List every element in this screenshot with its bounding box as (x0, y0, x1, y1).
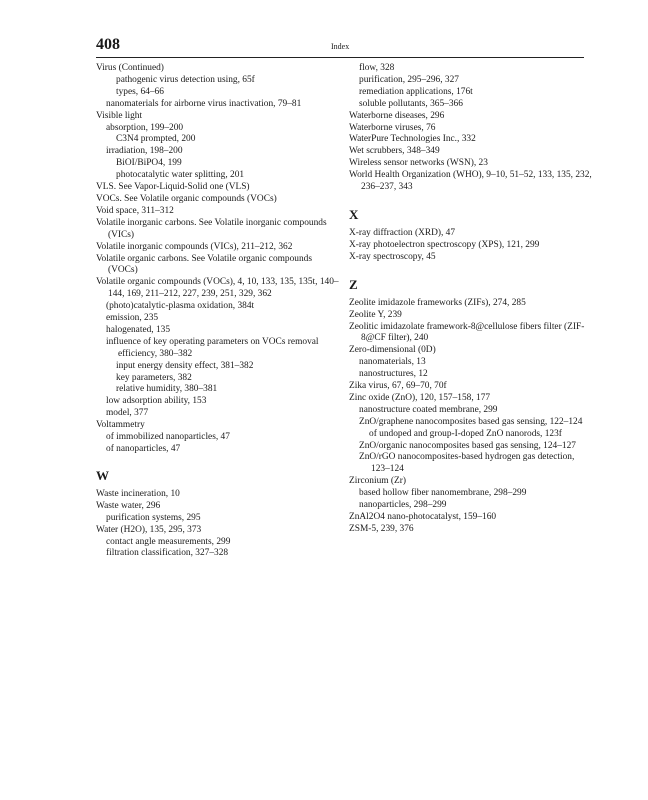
index-subentry: contact angle measurements, 299 (106, 536, 231, 547)
index-entry: World Health Organization (WHO), 9–10, 51–52, 133, 135, 232, 236–237, 343 (349, 170, 592, 193)
index-subentry: irradiation, 198–200 (106, 146, 183, 157)
index-subentry: ZnO/organic nanocomposites based gas sensing, 124–127 (359, 440, 576, 451)
index-subentry: of immobilized nanoparticles, 47 (106, 432, 230, 443)
index-subentry: ZnO/rGO nanocomposites-based hydrogen gas detection, 123–124 (359, 452, 575, 475)
index-subentry: input energy density effect, 381–382 (116, 360, 254, 371)
index-entry: WaterPure Technologies Inc., 332 (349, 134, 476, 145)
index-entry: Waterborne diseases, 296 (349, 110, 445, 121)
index-subentry: remediation applications, 176t (359, 86, 473, 97)
index-entry: X-ray diffraction (XRD), 47 (349, 227, 456, 238)
index-subentry: purification systems, 295 (106, 512, 201, 523)
index-entry: Visible light (96, 110, 143, 121)
index-entry: Volatile organic carbons. See Volatile organic compounds (VOCs) (96, 253, 313, 276)
index-subentry: nanomaterials, 13 (359, 357, 426, 368)
index-entry: Waste incineration, 10 (96, 488, 180, 499)
index-subentry: nanomaterials for airborne virus inactivation, 79–81 (106, 98, 302, 109)
index-entry: Waste water, 296 (96, 500, 161, 511)
index-subentry: absorption, 199–200 (106, 122, 184, 133)
page-number: 408 (96, 36, 120, 53)
index-column-left (96, 63, 339, 560)
index-subentry: based hollow fiber nanomembrane, 298–299 (359, 488, 527, 499)
index-entry: Volatile inorganic carbons. See Volatile inorganic compounds (VICs) (96, 217, 327, 240)
index-entry: Zika virus, 67, 69–70, 70f (349, 381, 447, 392)
index-entry: Volatile inorganic compounds (VICs), 211–212, 362 (96, 241, 293, 252)
index-entry: Virus (Continued) (96, 63, 164, 73)
index-entry: Waterborne viruses, 76 (349, 122, 436, 133)
index-entry: Wet scrubbers, 348–349 (349, 146, 440, 157)
index-subentry: nanostructure coated membrane, 299 (359, 404, 498, 415)
index-entry: ZnAl2O4 nano-photocatalyst, 159–160 (349, 512, 497, 522)
index-entry: X-ray spectroscopy, 45 (349, 251, 436, 262)
index-subentry: photocatalytic water splitting, 201 (116, 170, 245, 181)
header-rule (96, 57, 584, 58)
index-subentry: purification, 295–296, 327 (359, 74, 459, 85)
index-subentry: nanostructures, 12 (359, 369, 428, 380)
index-subentry: emission, 235 (106, 313, 159, 324)
index-entry: VOCs. See Volatile organic compounds (VOCs) (96, 193, 277, 204)
index-subentry: key parameters, 382 (116, 372, 192, 383)
index-subentry: of undoped and group-I-doped ZnO nanorods, 123f (369, 428, 562, 439)
index-entry: Wireless sensor networks (WSN), 23 (349, 158, 488, 169)
index-subentry: nanoparticles, 298–299 (359, 500, 447, 511)
section-letter-z: Z (349, 276, 358, 292)
index-subentry: ZnO/graphene nanocomposites based gas sensing, 122–124 (359, 416, 583, 427)
index-entry: Zeolite imidazole frameworks (ZIFs), 274, 285 (349, 297, 526, 308)
index-subentry: relative humidity, 380–381 (116, 384, 218, 395)
index-subentry: pathogenic virus detection using, 65f (116, 74, 255, 85)
index-subentry: halogenated, 135 (106, 324, 171, 335)
index-subentry: (photo)catalytic-plasma oxidation, 384t (106, 301, 255, 312)
index-subentry: flow, 328 (359, 63, 395, 73)
index-subentry: types, 64–66 (116, 86, 164, 97)
index-subentry: BiOI/BiPO4, 199 (116, 158, 182, 169)
index-entry: Zirconium (Zr) (349, 476, 407, 487)
index-subentry: influence of key operating parameters on VOCs removal efficiency, 380–382 (106, 336, 319, 359)
index-entry: Zinc oxide (ZnO), 120, 157–158, 177 (349, 392, 491, 403)
running-head: Index (331, 42, 350, 51)
section-letter-x: X (349, 206, 359, 222)
index-entry: VLS. See Vapor-Liquid-Solid one (VLS) (96, 182, 250, 193)
index-subentry: soluble pollutants, 365–366 (359, 98, 463, 109)
index-entry: X-ray photoelectron spectroscopy (XPS), 121, 299 (349, 239, 540, 250)
index-subentry: of nanoparticles, 47 (106, 444, 181, 454)
index-entry: Zeolite Y, 239 (349, 309, 402, 320)
index-entry: Volatile organic compounds (VOCs), 4, 10, 133, 135, 135t, 140–144, 169, 211–212, 227, 239, 251, 329, 362 (96, 277, 339, 300)
index-entry: Zeolitic imidazolate framework-8@cellulose fibers filter (ZIF-8@CF filter), 240 (349, 321, 585, 344)
index-entry: Voltammetry (96, 420, 145, 431)
index-entry: Zero-dimensional (0D) (349, 345, 436, 356)
index-subentry: filtration classification, 327–328 (106, 548, 229, 559)
index-column-right (349, 63, 592, 536)
index-entry: Void space, 311–312 (96, 205, 174, 216)
index-subentry: model, 377 (106, 408, 149, 419)
index-entry: ZSM-5, 239, 376 (349, 523, 414, 534)
index-entry: Water (H2O), 135, 295, 373 (96, 524, 202, 535)
index-subentry: C3N4 prompted, 200 (116, 134, 196, 145)
section-letter-w: W (96, 467, 109, 483)
index-subentry: low adsorption ability, 153 (106, 396, 207, 407)
